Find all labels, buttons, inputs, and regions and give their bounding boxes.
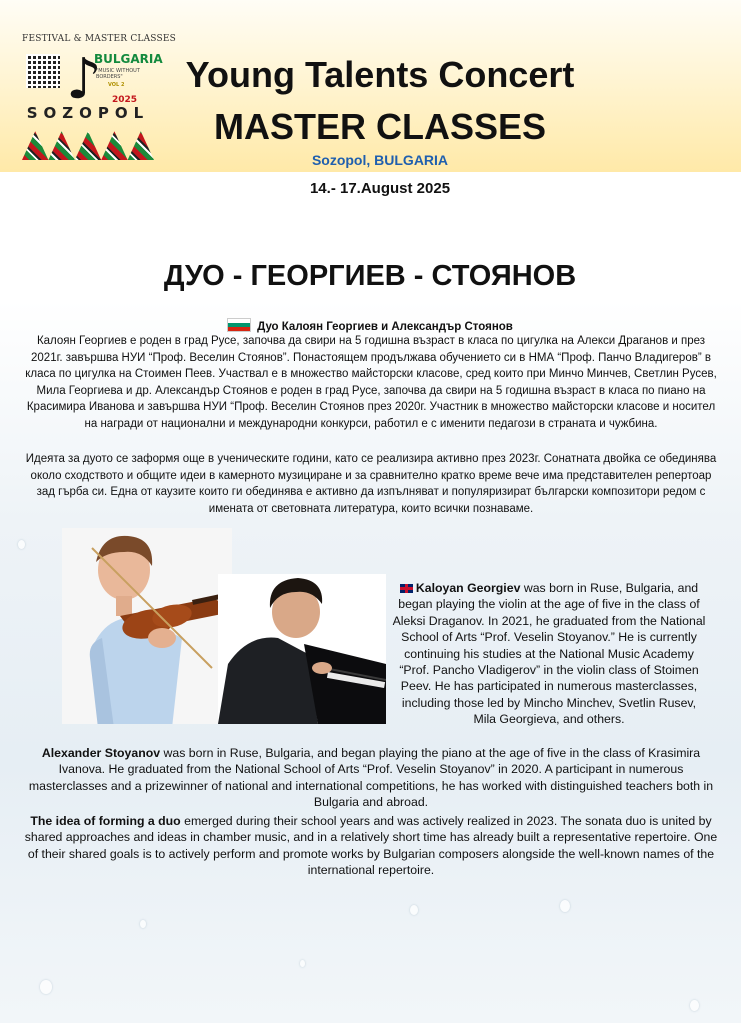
bulgarian-subtitle-text: Дуо Калоян Георгиев и Александър Стоянов bbox=[257, 321, 513, 333]
water-drop-decoration bbox=[560, 900, 570, 912]
bulgarian-duo-paragraph: Идеята за дуото се заформя още в ученическите години, като се реализира активно през 2023г. Сонатната двойка се обединява около сходството и общите идеи в камерното музициране и за сравнително кратко време вече има представителен репертоар зад гърба си. Една от каузите които ги обединява е активно да изпълняват и популяризират български композитори редом с имената от световната литература, които всички познаваме. bbox=[25, 453, 717, 515]
logo-year: 2025 bbox=[112, 95, 138, 105]
alexander-bio bbox=[22, 745, 720, 811]
bulgarian-flag-icon bbox=[227, 318, 251, 332]
bulgarian-bio-paragraph: Калоян Георгиев е роден в град Русе, започва да свири на 5 годишна възраст в класа по цигулка на Алекси Драганов и през 2021г. завършва НУИ “Проф. Веселин Стоянов”. Понастоящем продължава обучението си в НМА “Проф. Панчо Владигеров” в класа по цигулка на Стоимен Пеев. Участвал е в множество майсторски класове, сред които при Минчо Минчев, Светлин Русев, Мила Георгиева и др. Александър Стоянов е роден в град Русе, започва да свири на 5 годишна възраст в класа по пиано на Красимира Иванова и завършва НУИ “Проф. Веселин Стоянов през 2020г. Участник в множество майсторски класове и носител на награди от национални и международни конкурси, работил е с именити педагози в страната и чужбина. bbox=[25, 335, 717, 430]
kaloyan-bio bbox=[392, 580, 706, 728]
water-drop-decoration bbox=[410, 905, 418, 915]
page-title: Young Talents Concert bbox=[185, 54, 575, 95]
music-note-icon: ♪ bbox=[66, 47, 102, 112]
bulgarian-subtitle bbox=[100, 318, 640, 333]
folk-pattern-icon bbox=[22, 124, 154, 160]
uk-flag-icon bbox=[400, 584, 413, 593]
violinist-photo bbox=[62, 528, 232, 724]
duo-heading: ДУО - ГЕОРГИЕВ - СТОЯНОВ bbox=[163, 260, 577, 292]
water-drop-decoration bbox=[18, 540, 25, 549]
festival-logo bbox=[22, 47, 163, 162]
water-drop-decoration bbox=[140, 920, 146, 928]
alexander-name: Alexander Stoyanov bbox=[41, 746, 161, 760]
duo-idea-lead: The idea of forming a duo bbox=[30, 814, 181, 828]
pianist-photo bbox=[218, 574, 386, 724]
logo-volume: VOL 2 bbox=[108, 82, 125, 88]
water-drop-decoration bbox=[40, 980, 52, 994]
water-drop-decoration bbox=[300, 960, 305, 967]
page-subtitle: MASTER CLASSES bbox=[213, 106, 547, 147]
logo-city: SOZOPOL bbox=[26, 104, 150, 122]
logo-subtitle: "MUSIC WITHOUT BORDERS" bbox=[96, 68, 140, 80]
event-dates: 14.- 17.August 2025 bbox=[309, 180, 451, 197]
water-drop-decoration bbox=[690, 1000, 699, 1011]
logo-word: BULGARIA bbox=[94, 52, 163, 66]
festival-caption: FESTIVAL & MASTER CLASSES bbox=[22, 34, 176, 44]
duo-idea-text: emerged during their school years and was actively realized in 2023. The sonata duo is united by shared approaches and ideas in chamber music, and in a relatively short time has already built a representative repertoire. One of their shared goals is to actively perform and promote works by Bulgarian composers alongside the well-known names of the international repertoire. bbox=[24, 814, 718, 878]
kaloyan-bio-text: was born in Ruse, Bulgaria, and began playing the violin at the age of five in the class of Aleksi Draganov. In 2021, he graduated from the National School of Arts “Prof. Veselin Stoyanov.” He is currently continuing his studies at the National Music Academy “Prof. Pancho Vladigerov” in the violin class of Stoimen Peev. He has participated in numerous masterclasses, including those led by Mincho Minchev, Svetlin Rusev, Mila Georgieva, and others. bbox=[392, 581, 706, 727]
alexander-bio-text: was born in Ruse, Bulgaria, and began playing the piano at the age of five in the class of Krasimira Ivanova. He graduated from the National School of Arts “Prof. Veselin Stoyanov” in 2020. A participant in numerous masterclasses and a prizewinner of national and international competitions, he has worked with distinguished teachers both in Bulgaria and abroad. bbox=[28, 746, 714, 810]
kaloyan-name: Kaloyan Georgiev bbox=[415, 581, 521, 595]
event-location: Sozopol, BULGARIA bbox=[311, 152, 449, 168]
qr-code-icon bbox=[26, 54, 60, 88]
duo-idea-paragraph bbox=[22, 813, 720, 879]
